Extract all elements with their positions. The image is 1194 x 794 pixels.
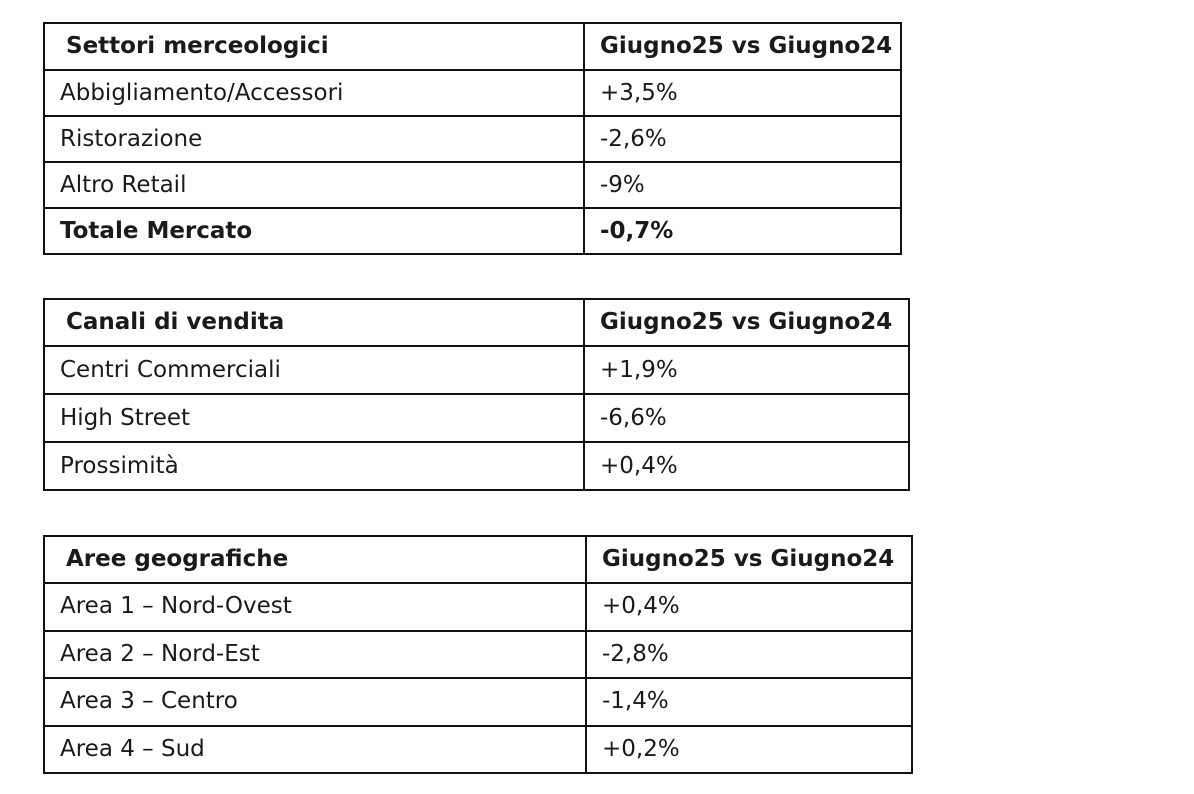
row-value: +0,2% xyxy=(586,726,912,774)
table-row xyxy=(44,726,912,774)
areas-table xyxy=(43,535,913,774)
row-label: Area 4 – Sud xyxy=(44,726,586,774)
row-label: Prossimità xyxy=(44,442,584,490)
row-value: +3,5% xyxy=(584,70,901,116)
row-label: Altro Retail xyxy=(44,162,584,208)
column-header-category: Settori merceologici xyxy=(44,23,584,70)
row-value: +1,9% xyxy=(584,346,909,394)
row-label: High Street xyxy=(44,394,584,442)
total-row xyxy=(44,208,901,254)
table-row xyxy=(44,678,912,726)
table-row xyxy=(44,442,909,490)
table-row xyxy=(44,162,901,208)
table-row xyxy=(44,394,909,442)
row-label: Ristorazione xyxy=(44,116,584,162)
sectors-table xyxy=(43,22,902,255)
row-label: Area 1 – Nord-Ovest xyxy=(44,583,586,631)
row-value: +0,4% xyxy=(586,583,912,631)
row-label: Area 2 – Nord-Est xyxy=(44,631,586,679)
column-header-category: Canali di vendita xyxy=(44,299,584,346)
table-row xyxy=(44,346,909,394)
row-label: Centri Commerciali xyxy=(44,346,584,394)
table-row xyxy=(44,116,901,162)
column-header-period: Giugno25 vs Giugno24 xyxy=(586,536,912,583)
row-value: -6,6% xyxy=(584,394,909,442)
table-header-row xyxy=(44,23,901,70)
table-header-row xyxy=(44,536,912,583)
table-header-row xyxy=(44,299,909,346)
channels-table xyxy=(43,298,910,491)
column-header-period: Giugno25 vs Giugno24 xyxy=(584,299,909,346)
row-value: -9% xyxy=(584,162,901,208)
row-label: Abbigliamento/Accessori xyxy=(44,70,584,116)
table-row xyxy=(44,631,912,679)
row-value: -2,6% xyxy=(584,116,901,162)
total-label: Totale Mercato xyxy=(44,208,584,254)
column-header-category: Aree geografiche xyxy=(44,536,586,583)
table-row xyxy=(44,583,912,631)
row-value: -2,8% xyxy=(586,631,912,679)
row-value: +0,4% xyxy=(584,442,909,490)
column-header-period: Giugno25 vs Giugno24 xyxy=(584,23,901,70)
total-value: -0,7% xyxy=(584,208,901,254)
row-label: Area 3 – Centro xyxy=(44,678,586,726)
table-row xyxy=(44,70,901,116)
row-value: -1,4% xyxy=(586,678,912,726)
